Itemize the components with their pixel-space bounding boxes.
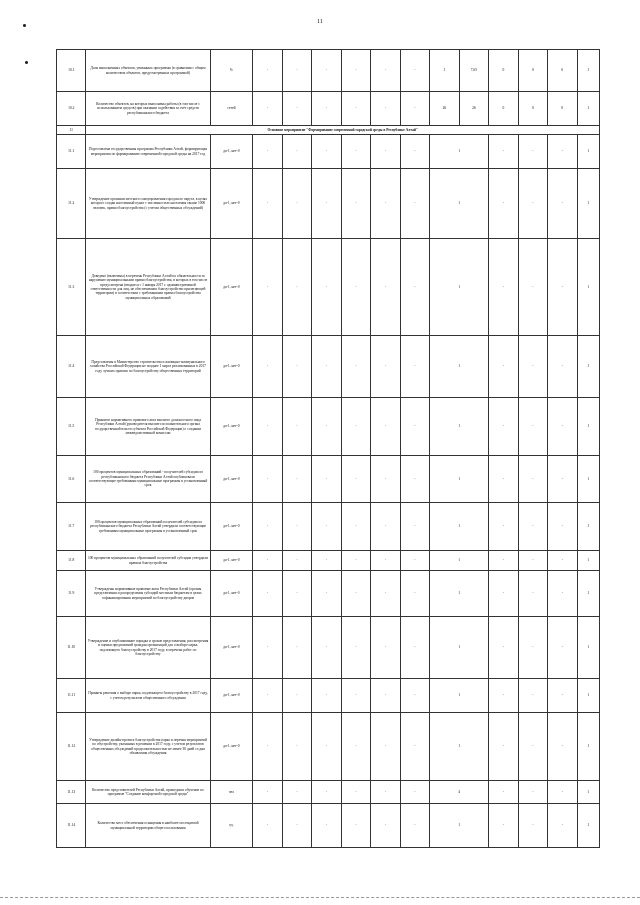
row-value: - <box>489 336 518 398</box>
row-value: - <box>253 571 282 617</box>
table-row <box>57 503 600 551</box>
row-value: 0 <box>518 50 547 92</box>
row-value: 4 <box>430 781 489 804</box>
row-description: Подготовлена государственная программа Республики Алтай, формирующая мероприятия по формированию современной городской среды на 2017 год <box>86 135 210 169</box>
row-value: 1 <box>577 679 599 713</box>
row-value: - <box>341 169 370 239</box>
row-value: 1 <box>430 50 459 92</box>
row-value: - <box>548 679 577 713</box>
row-value: - <box>518 169 547 239</box>
row-value: - <box>371 456 400 503</box>
row-value: - <box>489 239 518 336</box>
row-value: - <box>371 679 400 713</box>
row-value: 1 <box>577 239 599 336</box>
row-value: - <box>489 617 518 679</box>
page-bottom-edge <box>0 897 640 898</box>
row-value: - <box>282 804 311 848</box>
row-number: 11.2 <box>57 169 86 239</box>
row-value: - <box>518 804 547 848</box>
row-value: - <box>400 551 429 571</box>
row-description: Представлены в Министерство строительства и жилищно-коммунального хозяйства Российской Федерации не позднее 1 марта реализованных в 2017 году лучших практик по благоустройству общественных территорий <box>86 336 210 398</box>
row-value: 1 <box>577 92 599 126</box>
row-value: - <box>489 456 518 503</box>
table-row <box>57 92 600 126</box>
row-value: - <box>371 169 400 239</box>
row-value: - <box>282 336 311 398</box>
row-value: - <box>548 456 577 503</box>
row-unit: да-1, нет-0 <box>210 336 253 398</box>
row-value: 1 <box>430 804 489 848</box>
table-row <box>57 239 600 336</box>
row-value: - <box>341 92 370 126</box>
row-description: Принятие нормативного правового акта высшего должностного лица Республики Алтай (руководителя высшего исполнительного органа государственной власти субъекта Российской Федерации) о создании межведомственной комиссии <box>86 398 210 456</box>
row-value: - <box>371 781 400 804</box>
row-value: - <box>489 551 518 571</box>
row-value: - <box>282 571 311 617</box>
row-value: - <box>341 503 370 551</box>
row-unit: да-1, нет-0 <box>210 617 253 679</box>
row-value: - <box>548 503 577 551</box>
row-value: - <box>341 804 370 848</box>
table-row <box>57 398 600 456</box>
row-number: 11.6 <box>57 456 86 503</box>
row-value: - <box>253 617 282 679</box>
row-value: - <box>312 456 341 503</box>
row-value: - <box>253 804 282 848</box>
row-value: - <box>312 551 341 571</box>
table-row <box>57 617 600 679</box>
row-value: - <box>548 781 577 804</box>
row-description: Утверждение органами местного самоуправления городского округа, в целях которого создан населенный пункт с численностью населения свыше 1000 человек, правил благоустройства (с учетом общественных обсуждений) <box>86 169 210 239</box>
row-value: - <box>253 781 282 804</box>
row-value: - <box>282 398 311 456</box>
row-value: - <box>253 398 282 456</box>
row-unit: чел <box>210 781 253 804</box>
row-number: 10.1 <box>57 50 86 92</box>
row-value: - <box>548 398 577 456</box>
row-value: 1 <box>577 804 599 848</box>
row-value: - <box>400 92 429 126</box>
row-value: - <box>371 398 400 456</box>
row-value: - <box>371 551 400 571</box>
row-description: Доведено (включены) в перечень Республики Алтай по обязательности за нарушение муниципальными правил благоустройства, в которых в том числе предусмотрена (вводятся с 1 января 2017 г. административной ответственности для лиц, не обеспечивших благоустройство прилегающей территории) в соответствии с требованиями правил благоустройства муниципальных образований <box>86 239 210 336</box>
row-value: - <box>341 135 370 169</box>
margin-mark <box>23 24 26 27</box>
row-value: - <box>518 135 547 169</box>
row-description: Приняты решения о выборе парка, подлежащего благоустройству в 2017 году, с учетом результатов общественного обсуждения <box>86 679 210 713</box>
row-value: - <box>253 503 282 551</box>
row-value: - <box>518 551 547 571</box>
row-value: 1 <box>430 336 489 398</box>
row-value: - <box>253 456 282 503</box>
row-value: 1 <box>577 456 599 503</box>
row-value: - <box>282 713 311 781</box>
row-value: - <box>371 336 400 398</box>
row-value: - <box>371 239 400 336</box>
row-value: 1 <box>430 456 489 503</box>
row-value: - <box>400 617 429 679</box>
row-value: - <box>489 503 518 551</box>
row-value: 0 <box>489 92 518 126</box>
row-value: - <box>282 679 311 713</box>
row-value: 1 <box>577 50 599 92</box>
row-value: 0 <box>548 92 577 126</box>
row-value: - <box>400 50 429 92</box>
row-value: - <box>341 398 370 456</box>
row-value: - <box>400 398 429 456</box>
row-value: 26 <box>430 92 459 126</box>
row-value: - <box>400 239 429 336</box>
row-value: 1 <box>430 135 489 169</box>
row-unit: да-1, нет-0 <box>210 503 253 551</box>
row-value: - <box>400 135 429 169</box>
row-value: 1 <box>430 551 489 571</box>
row-value: - <box>282 169 311 239</box>
section-title: Основное мероприятие "Формирование современной городской среды в Республике Алтай" <box>86 126 600 135</box>
row-value: - <box>400 336 429 398</box>
row-value: - <box>341 551 370 571</box>
row-unit: ед. <box>210 804 253 848</box>
row-value: - <box>282 456 311 503</box>
row-value: 1 <box>577 503 599 551</box>
row-value: - <box>312 239 341 336</box>
row-value: - <box>518 713 547 781</box>
row-number: 11.1 <box>57 135 86 169</box>
table-row <box>57 336 600 398</box>
margin-mark <box>25 61 28 64</box>
row-number: 11.3 <box>57 239 86 336</box>
row-value: 1 <box>430 617 489 679</box>
table-row <box>57 551 600 571</box>
table-row <box>57 713 600 781</box>
row-value: - <box>400 804 429 848</box>
row-value: 1 <box>577 398 599 456</box>
row-value: - <box>548 551 577 571</box>
table-row <box>57 169 600 239</box>
row-unit: да-1, нет-0 <box>210 135 253 169</box>
row-value: - <box>282 92 311 126</box>
row-value: - <box>489 571 518 617</box>
row-value: - <box>282 781 311 804</box>
row-value: - <box>341 336 370 398</box>
row-value: 1 <box>577 169 599 239</box>
row-value: - <box>548 713 577 781</box>
row-unit: да-1, нет-0 <box>210 239 253 336</box>
row-value: - <box>518 503 547 551</box>
row-value: 1 <box>430 398 489 456</box>
row-value: - <box>282 617 311 679</box>
section-number: 11 <box>57 126 86 135</box>
row-value: - <box>489 135 518 169</box>
row-unit: сетей <box>210 92 253 126</box>
row-value: - <box>489 804 518 848</box>
row-value: - <box>312 169 341 239</box>
row-value: - <box>312 135 341 169</box>
row-number: 10.2 <box>57 92 86 126</box>
row-value: - <box>312 713 341 781</box>
row-value: - <box>312 503 341 551</box>
row-value: - <box>518 336 547 398</box>
row-value: - <box>282 503 311 551</box>
row-unit: да-1, нет-0 <box>210 398 253 456</box>
section-row <box>57 126 600 135</box>
row-value: - <box>371 92 400 126</box>
row-value: - <box>253 50 282 92</box>
row-description: Количество представителей Республики Алтай, прошедших обучение по программе "Создание комфортной городской среды" <box>86 781 210 804</box>
table-row <box>57 571 600 617</box>
row-number: 11.8 <box>57 551 86 571</box>
row-value: - <box>518 781 547 804</box>
row-value: - <box>253 169 282 239</box>
row-value: - <box>312 571 341 617</box>
table-row <box>57 50 600 92</box>
row-value: 7,65 <box>459 50 488 92</box>
row-description: Утверждение дизайн-проекта благоустройства парка и перечня мероприятий по обустройству, указанных в решении в 2017 году, с учетом результатов общественных обсуждений продолжительностью не менее 30 дней со дня объявления обсуждения <box>86 713 210 781</box>
row-description: 100 процентов муниципальных образований - получателей субсидии из республиканского бюджета Республики Алтай опубликовали соответствующие требованиям муниципальные программы в установленный срок <box>86 456 210 503</box>
row-value: - <box>341 456 370 503</box>
row-value: - <box>371 135 400 169</box>
row-value: - <box>312 92 341 126</box>
row-value: - <box>489 169 518 239</box>
row-value: - <box>518 239 547 336</box>
row-value: 0 <box>518 92 547 126</box>
row-value: - <box>400 713 429 781</box>
row-value: - <box>489 679 518 713</box>
table-row <box>57 781 600 804</box>
row-value: 1 <box>577 781 599 804</box>
indicators-table <box>56 49 600 848</box>
row-value: - <box>548 169 577 239</box>
row-number: 11.12 <box>57 713 86 781</box>
row-value: - <box>548 135 577 169</box>
row-value: - <box>518 571 547 617</box>
row-value: - <box>400 781 429 804</box>
row-value: - <box>518 456 547 503</box>
row-value: - <box>548 571 577 617</box>
table-row <box>57 679 600 713</box>
row-value: 1 <box>430 239 489 336</box>
row-description: Утверждены нормативные правовые акты Республики Алтай (органы представления и распределения субсидий местным бюджетам в целях софинансирования мероприятий по благоустройству дворов <box>86 571 210 617</box>
page-number: 11 <box>317 19 323 25</box>
row-value: - <box>253 551 282 571</box>
row-value: - <box>341 679 370 713</box>
row-value: 1 <box>577 551 599 571</box>
row-value: - <box>282 551 311 571</box>
row-value: - <box>282 50 311 92</box>
row-value: - <box>312 50 341 92</box>
row-value: - <box>371 804 400 848</box>
row-number: 11.4 <box>57 336 86 398</box>
row-unit: да-1, нет-0 <box>210 169 253 239</box>
row-value: - <box>341 713 370 781</box>
row-value: - <box>253 679 282 713</box>
row-value: - <box>253 713 282 781</box>
row-value: 0 <box>489 50 518 92</box>
row-value: - <box>489 781 518 804</box>
row-unit: % <box>210 50 253 92</box>
row-value: - <box>548 617 577 679</box>
row-value: - <box>282 135 311 169</box>
row-value: - <box>341 571 370 617</box>
row-value: - <box>312 336 341 398</box>
row-value: - <box>312 781 341 804</box>
row-description: Количество мест обеспечения оснащения в наиболее посещаемой муниципальной территории общего пользования <box>86 804 210 848</box>
row-value: - <box>341 781 370 804</box>
row-value: - <box>341 50 370 92</box>
row-unit: да-1, нет-0 <box>210 571 253 617</box>
row-value: 1 <box>577 336 599 398</box>
row-value: 1 <box>430 571 489 617</box>
row-value: 1 <box>577 617 599 679</box>
row-value: - <box>400 169 429 239</box>
row-value: 1 <box>430 679 489 713</box>
row-description: Доля выполненных объектов, увязанных программы (в сравнении с общим количеством объектов, предусмотренных программой) <box>86 50 210 92</box>
row-value: 1 <box>577 713 599 781</box>
row-value: 1 <box>430 169 489 239</box>
row-description: 100 процентов муниципальных образований получателей субсидии из республиканского бюджета Республики Алтай утвердили соответствующие требованиям муниципальные программы в установленный срок <box>86 503 210 551</box>
row-number: 11.10 <box>57 617 86 679</box>
row-value: 1 <box>577 571 599 617</box>
row-value: 1 <box>430 503 489 551</box>
row-description: Утверждение и опубликование порядка и сроков представления, рассмотрения и оценки предложений граждан организаций для о выборе парка, подлежащего благоустройству в 2017 году, в перечень работ по благоустройству <box>86 617 210 679</box>
row-value: - <box>282 239 311 336</box>
row-unit: да-1, нет-0 <box>210 713 253 781</box>
row-value: 1 <box>577 135 599 169</box>
row-description: 100 процентов муниципальных образований получателей субсидии утвердили правила благоустройства <box>86 551 210 571</box>
row-value: 1 <box>430 713 489 781</box>
row-description: Количество объектов, на которых выполнены работы (в том числе с использованием средств) при оказании содействия за счёт средств республиканского бюджета <box>86 92 210 126</box>
row-value: - <box>400 571 429 617</box>
row-number: 11.14 <box>57 804 86 848</box>
row-value: - <box>312 398 341 456</box>
row-number: 11.9 <box>57 571 86 617</box>
row-value: 26 <box>459 92 488 126</box>
row-number: 11.7 <box>57 503 86 551</box>
row-value: - <box>548 804 577 848</box>
row-value: - <box>400 456 429 503</box>
row-unit: да-1, нет-0 <box>210 456 253 503</box>
row-value: - <box>371 50 400 92</box>
row-value: 0 <box>548 50 577 92</box>
row-value: - <box>400 503 429 551</box>
row-value: - <box>518 679 547 713</box>
row-value: - <box>548 336 577 398</box>
table-row <box>57 456 600 503</box>
row-number: 11.5 <box>57 398 86 456</box>
row-value: - <box>548 239 577 336</box>
row-number: 11.13 <box>57 781 86 804</box>
row-value: - <box>489 398 518 456</box>
row-value: - <box>312 679 341 713</box>
row-value: - <box>253 92 282 126</box>
row-unit: да-1, нет-0 <box>210 551 253 571</box>
row-value: - <box>371 503 400 551</box>
row-value: - <box>253 135 282 169</box>
row-value: - <box>489 713 518 781</box>
row-value: - <box>371 713 400 781</box>
row-number: 11.11 <box>57 679 86 713</box>
row-value: - <box>371 571 400 617</box>
row-value: - <box>341 239 370 336</box>
row-value: - <box>312 804 341 848</box>
table-row <box>57 135 600 169</box>
row-value: - <box>400 679 429 713</box>
row-value: - <box>253 336 282 398</box>
row-value: - <box>518 398 547 456</box>
row-value: - <box>518 617 547 679</box>
row-unit: да-1, нет-0 <box>210 679 253 713</box>
row-value: - <box>312 617 341 679</box>
row-value: - <box>341 617 370 679</box>
row-value: - <box>253 239 282 336</box>
table-row <box>57 804 600 848</box>
row-value: - <box>371 617 400 679</box>
